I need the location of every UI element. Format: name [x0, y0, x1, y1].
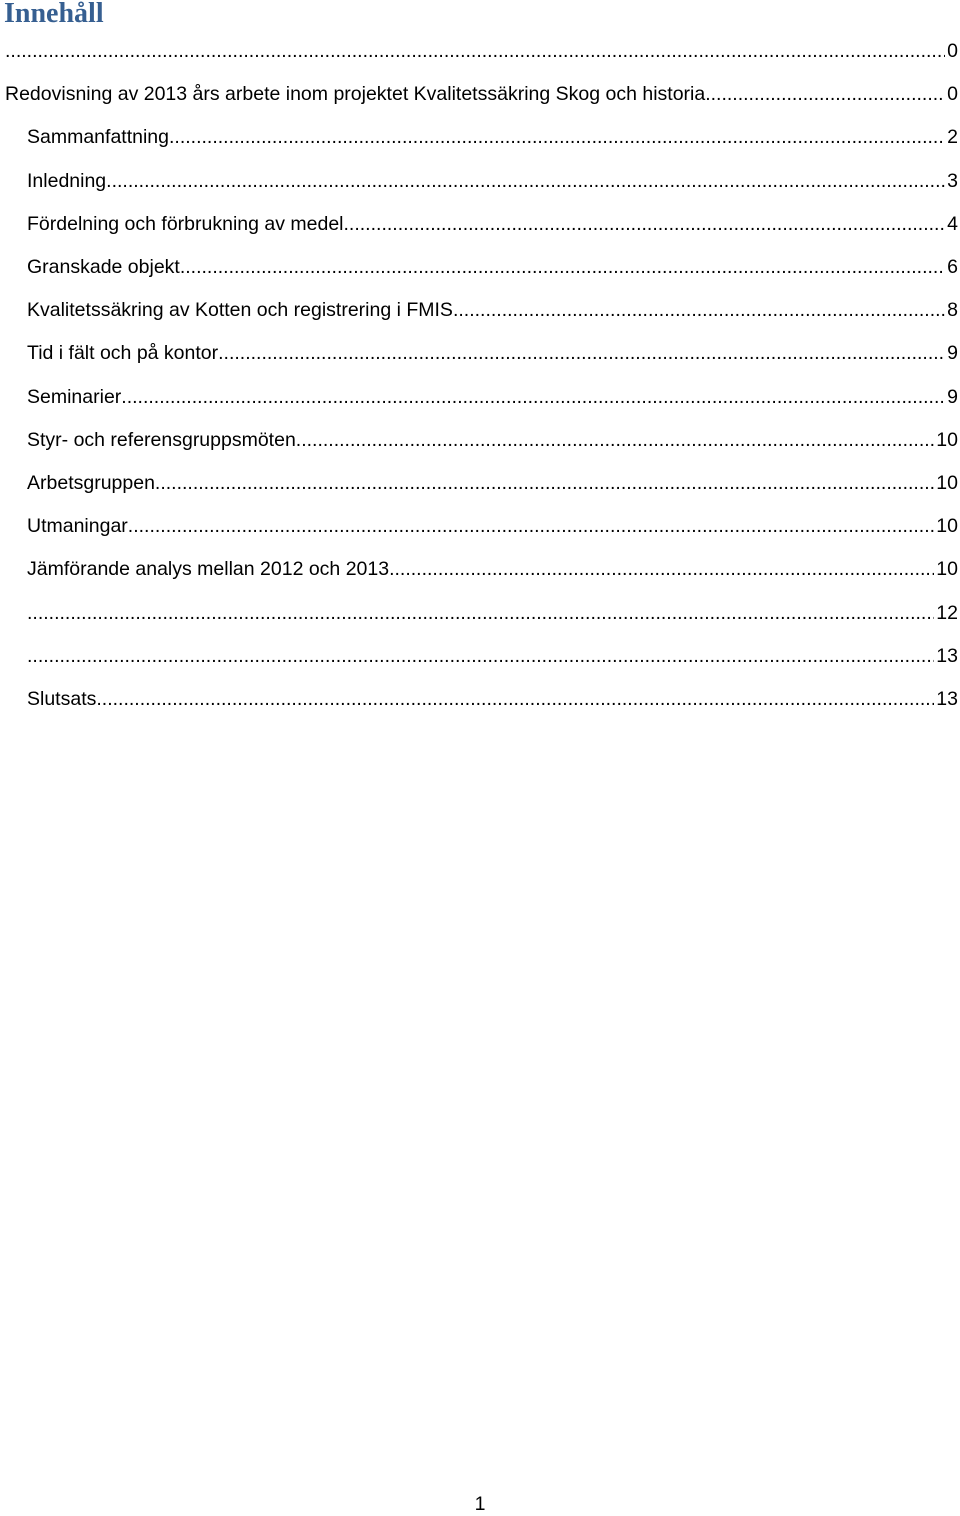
toc-entry-label: Inledning — [27, 169, 107, 192]
toc-entry-label: Seminarier — [27, 385, 122, 408]
toc-dot-leader — [5, 40, 945, 63]
toc-entry-page-number: 2 — [947, 126, 958, 149]
toc-entry[interactable] — [0, 246, 960, 289]
toc-dot-leader — [121, 386, 945, 409]
toc-dot-leader — [296, 429, 935, 452]
toc-entry[interactable] — [0, 160, 960, 203]
toc-entry[interactable] — [0, 332, 960, 375]
toc-entry-page-number: 12 — [936, 601, 958, 624]
toc-entry-label: Slutsats — [27, 687, 97, 710]
toc-entry-page-number: 0 — [947, 83, 958, 106]
toc-entry-label: Redovisning av 2013 års arbete inom projektet Kvalitetssäkring Skog och historia — [5, 83, 706, 106]
toc-entry-label: Kvalitetssäkring av Kotten och registrering i FMIS — [27, 299, 453, 322]
toc-dot-leader — [106, 170, 945, 193]
toc-entry[interactable] — [0, 462, 960, 505]
toc-entry[interactable] — [0, 419, 960, 462]
toc-entry-page-number: 10 — [936, 428, 958, 451]
toc-entry[interactable] — [0, 505, 960, 548]
toc-entry-label: Styr- och referensgruppsmöten — [27, 428, 296, 451]
toc-entry[interactable] — [0, 73, 960, 116]
toc-entry-page-number: 8 — [947, 299, 958, 322]
toc-entry[interactable] — [0, 376, 960, 419]
toc-entry-page-number: 4 — [947, 212, 958, 235]
toc-entry-page-number: 6 — [947, 256, 958, 279]
toc-entry-label: Tid i fält och på kontor — [27, 342, 219, 365]
toc-entry[interactable] — [0, 289, 960, 332]
toc-dot-leader — [218, 342, 945, 365]
toc-list — [0, 30, 960, 721]
toc-entry-label: Utmaningar — [27, 515, 128, 538]
footer-page-number: 1 — [474, 1493, 486, 1515]
toc-dot-leader — [705, 83, 945, 106]
toc-title: Innehåll — [4, 0, 104, 29]
toc-entry-page-number: 9 — [947, 342, 958, 365]
toc-entry[interactable] — [0, 635, 960, 678]
toc-entry[interactable] — [0, 203, 960, 246]
toc-entry-page-number: 3 — [947, 169, 958, 192]
toc-entry-label: Arbetsgruppen — [27, 471, 155, 494]
toc-dot-leader — [180, 256, 945, 279]
toc-dot-leader — [27, 645, 934, 668]
toc-entry[interactable] — [0, 678, 960, 721]
toc-entry-label: Jämförande analys mellan 2012 och 2013 — [27, 558, 390, 581]
toc-dot-leader — [27, 602, 934, 625]
toc-entry-page-number: 10 — [936, 515, 958, 538]
toc-dot-leader — [169, 126, 945, 149]
toc-dot-leader — [96, 688, 934, 711]
toc-entry-page-number: 13 — [936, 644, 958, 667]
toc-dot-leader — [389, 558, 934, 581]
toc-entry[interactable] — [0, 30, 960, 73]
toc-entry-page-number: 9 — [947, 385, 958, 408]
toc-entry-page-number: 10 — [936, 471, 958, 494]
toc-dot-leader — [128, 515, 935, 538]
toc-dot-leader — [155, 472, 934, 495]
toc-dot-leader — [453, 299, 945, 322]
toc-entry[interactable] — [0, 591, 960, 634]
toc-entry-page-number: 13 — [936, 687, 958, 710]
toc-entry-label: Granskade objekt — [27, 256, 180, 279]
toc-entry[interactable] — [0, 548, 960, 591]
toc-entry-page-number: 10 — [936, 558, 958, 581]
toc-entry-label: Fördelning och förbrukning av medel — [27, 212, 344, 235]
toc-entry[interactable] — [0, 116, 960, 159]
toc-entry-label: Sammanfattning — [27, 126, 169, 149]
toc-dot-leader — [344, 213, 946, 236]
toc-entry-page-number: 0 — [947, 40, 958, 63]
